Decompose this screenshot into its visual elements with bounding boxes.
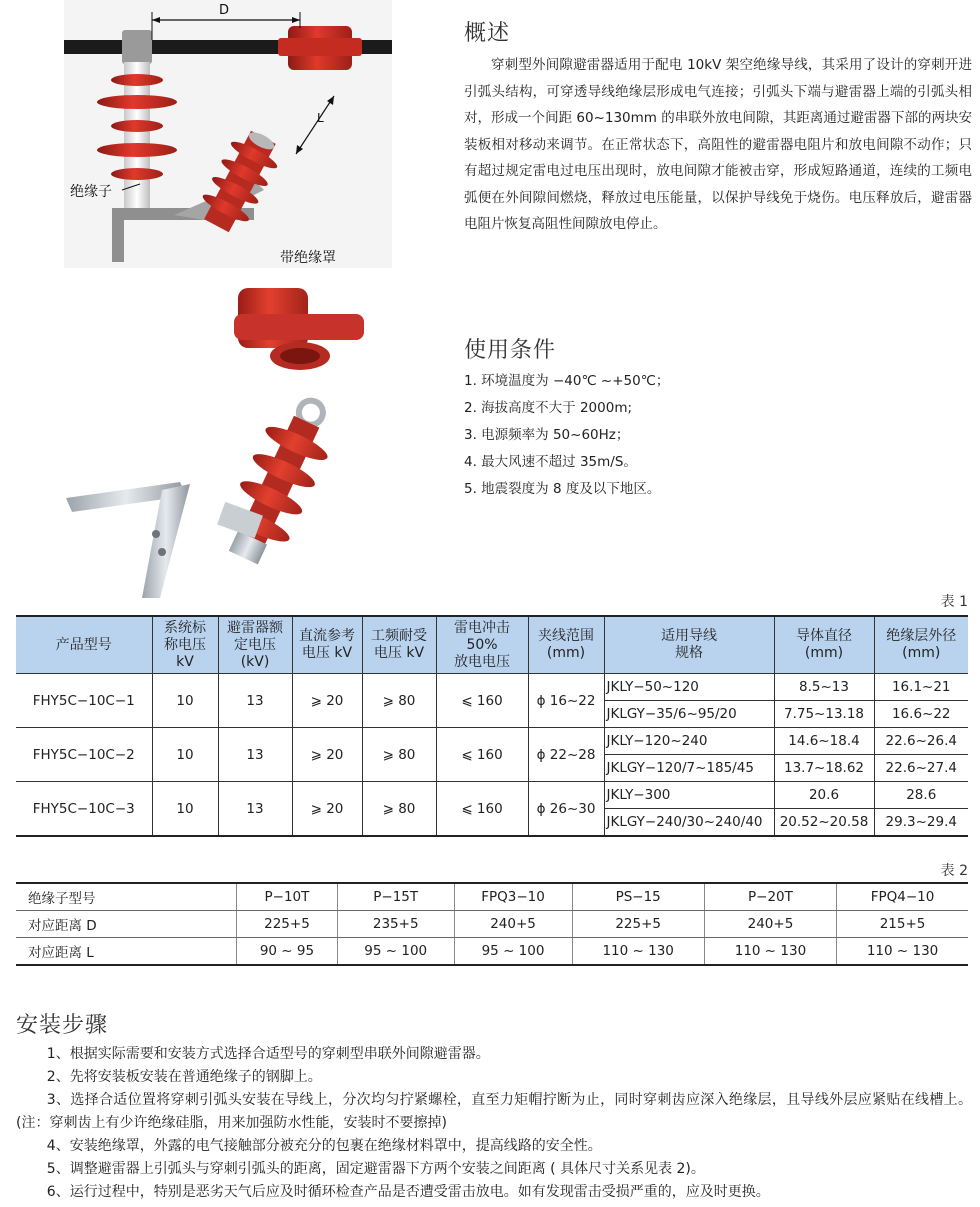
- table-cell: FPQ4−10: [837, 883, 968, 911]
- overview-title: 概述: [464, 21, 511, 46]
- condition-item: 1. 环境温度为 −40℃ ~+50℃；: [464, 373, 670, 389]
- table-cell: 95 ~ 100: [337, 938, 454, 966]
- table-row: [16, 782, 968, 809]
- insulation-diameter-cell: 16.1~21: [874, 674, 968, 701]
- conductor-spec-cell: JKLGY−35/6~95/20: [604, 701, 774, 728]
- table-cell: 225+5: [572, 911, 704, 938]
- insulation-diameter-cell: 28.6: [874, 782, 968, 809]
- insulation-diameter-cell: 22.6~27.4: [874, 755, 968, 782]
- install-step: 2、先将安装板安装在普通绝缘子的钢脚上。: [46, 1069, 322, 1085]
- product-photo: [62, 276, 374, 606]
- table-cell: P−15T: [337, 883, 454, 911]
- insulation-cover-label: 带绝缘罩: [280, 250, 336, 266]
- condition-item: 4. 最大风速不超过 35m/S。: [464, 454, 637, 470]
- install-steps: [16, 1043, 972, 1204]
- conductor-diameter-cell: 7.75~13.18: [774, 701, 874, 728]
- table-cell: 225+5: [237, 911, 338, 938]
- table-cell: 240+5: [454, 911, 572, 938]
- impulse-voltage-cell: ⩽ 160: [436, 674, 528, 728]
- insulation-cover-image: [234, 288, 364, 370]
- arrester-image: [212, 387, 346, 572]
- header-cell: 避雷器额 定电压 (kV): [218, 616, 292, 674]
- insulation-diameter-cell: 29.3~29.4: [874, 809, 968, 837]
- conductor-diameter-cell: 20.52~20.58: [774, 809, 874, 837]
- table-cell: PS−15: [572, 883, 704, 911]
- clamp-range-cell: ϕ 16~22: [528, 674, 604, 728]
- dc-reference-cell: ⩾ 20: [292, 674, 362, 728]
- row-label: 绝缘子型号: [16, 883, 237, 911]
- condition-item: 5. 地震裂度为 8 度及以下地区。: [464, 481, 661, 497]
- table-row: [16, 911, 968, 938]
- system-voltage-cell: 10: [152, 674, 218, 728]
- conductor-spec-cell: JKLY−120~240: [604, 728, 774, 755]
- header-cell: 系统标 称电压 kV: [152, 616, 218, 674]
- table-row: [16, 938, 968, 966]
- system-voltage-cell: 10: [152, 782, 218, 837]
- rated-voltage-cell: 13: [218, 728, 292, 782]
- installation-photo: [64, 0, 392, 268]
- dimension-l-label: L: [317, 111, 324, 125]
- power-frequency-cell: ⩾ 80: [362, 728, 436, 782]
- header-cell: 雷电冲击 50% 放电电压: [436, 616, 528, 674]
- header-cell: 直流参考 电压 kV: [292, 616, 362, 674]
- table-cell: 90 ~ 95: [237, 938, 338, 966]
- install-step: 5、调整避雷器上引弧头与穿刺引弧头的距离，固定避雷器下方两个安装之间距离 ( 具体尺寸关系见表 2)。: [46, 1161, 705, 1177]
- condition-item: 2. 海拔高度不大于 2000m;: [464, 400, 633, 416]
- system-voltage-cell: 10: [152, 728, 218, 782]
- insulation-diameter-cell: 22.6~26.4: [874, 728, 968, 755]
- power-frequency-cell: ⩾ 80: [362, 674, 436, 728]
- header-cell: 导体直径 (mm): [774, 616, 874, 674]
- table-row: [16, 883, 968, 911]
- rated-voltage-cell: 13: [218, 674, 292, 728]
- mounting-bracket-image: [66, 482, 263, 598]
- table-cell: 240+5: [704, 911, 836, 938]
- table-cell: 110 ~ 130: [704, 938, 836, 966]
- table-cell: 110 ~ 130: [837, 938, 968, 966]
- impulse-voltage-cell: ⩽ 160: [436, 728, 528, 782]
- model-cell: FHY5C−10C−1: [16, 674, 152, 728]
- model-cell: FHY5C−10C−3: [16, 782, 152, 837]
- row-label: 对应距离 D: [16, 911, 237, 938]
- table2-caption: 表 2: [940, 863, 968, 879]
- conductor-diameter-cell: 13.7~18.62: [774, 755, 874, 782]
- install-title: 安装步骤: [16, 1013, 109, 1038]
- dimension-d-label: D: [219, 3, 230, 18]
- table-cell: 215+5: [837, 911, 968, 938]
- conductor-diameter-cell: 20.6: [774, 782, 874, 809]
- conditions-title: 使用条件: [464, 338, 557, 363]
- header-cell: 适用导线 规格: [604, 616, 774, 674]
- conductor-spec-cell: JKLGY−120/7~185/45: [604, 755, 774, 782]
- table-row: [16, 728, 968, 755]
- install-step: 4、安装绝缘罩，外露的电气接触部分被充分的包裹在绝缘材料罩中，提高线路的安全性。: [46, 1138, 602, 1154]
- table-cell: 110 ~ 130: [572, 938, 704, 966]
- table-cell: P−20T: [704, 883, 836, 911]
- table-cell: 235+5: [337, 911, 454, 938]
- header-cell: 夹线范围 (mm): [528, 616, 604, 674]
- table-row: [16, 674, 968, 701]
- table-cell: P−10T: [237, 883, 338, 911]
- header-cell: 工频耐受 电压 kV: [362, 616, 436, 674]
- conductor-diameter-cell: 14.6~18.4: [774, 728, 874, 755]
- header-cell: 绝缘层外径 (mm): [874, 616, 968, 674]
- insulation-diameter-cell: 16.6~22: [874, 701, 968, 728]
- install-step: 6、运行过程中，特别是恶劣天气后应及时循环检查产品是否遭受雷击放电。如有发现雷击受损严重的，应及时更换。: [46, 1184, 770, 1200]
- row-label: 对应距离 L: [16, 938, 237, 966]
- conditions-list: [464, 368, 669, 503]
- header-cell: 产品型号: [16, 616, 152, 674]
- table-cell: FPQ3−10: [454, 883, 572, 911]
- product-spec-table: [16, 615, 968, 837]
- table1-caption: 表 1: [940, 594, 968, 610]
- clamp-range-cell: ϕ 22~28: [528, 728, 604, 782]
- dc-reference-cell: ⩾ 20: [292, 728, 362, 782]
- table-header-row: [16, 616, 968, 674]
- table-cell: 95 ~ 100: [454, 938, 572, 966]
- dc-reference-cell: ⩾ 20: [292, 782, 362, 837]
- install-step: 3、选择合适位置将穿刺引弧头安装在导线上，分次均匀拧紧螺栓，直至力矩帽拧断为止，同时穿刺齿应深入绝缘层，且导线外层应紧贴在线槽上。(注：穿刺齿上有少许绝缘硅脂，用来加强防水性能，安装时不要擦掉): [16, 1092, 972, 1131]
- rated-voltage-cell: 13: [218, 782, 292, 837]
- conductor-diameter-cell: 8.5~13: [774, 674, 874, 701]
- distance-table: [16, 882, 968, 966]
- condition-item: 3. 电源频率为 50~60Hz；: [464, 427, 630, 443]
- power-frequency-cell: ⩾ 80: [362, 782, 436, 837]
- model-cell: FHY5C−10C−2: [16, 728, 152, 782]
- overview-body: 穿刺型外间隙避雷器适用于配电 10kV 架空绝缘导线，其采用了设计的穿刺开进引弧头结构，可穿透导线绝缘层形成电气连接；引弧头下端与避雷器上端的引弧头相对，形成一个间距 60~130mm 的串联外放电间隙，其距离通过避雷器下部的两块安装板相对移动来调节。在正常状态下，高阻性的避雷器电阻片和放电间隙不动作；只有超过规定雷电过电压出现时，放电间隙才能被击穿，形成短路通道，连续的工频电弧便在外间隙间燃烧，释放过电压能量，以保护导线免于烧伤。电压释放后，避雷器电阻片恢复高阻性间隙放电停止。: [464, 57, 972, 232]
- install-step: 1、根据实际需要和安装方式选择合适型号的穿刺型串联外间隙避雷器。: [46, 1046, 490, 1062]
- conductor-spec-cell: JKLGY−240/30~240/40: [604, 809, 774, 837]
- insulator-label: 绝缘子: [70, 184, 112, 200]
- conductor-spec-cell: JKLY−50~120: [604, 674, 774, 701]
- impulse-voltage-cell: ⩽ 160: [436, 782, 528, 837]
- conductor-spec-cell: JKLY−300: [604, 782, 774, 809]
- clamp-range-cell: ϕ 26~30: [528, 782, 604, 837]
